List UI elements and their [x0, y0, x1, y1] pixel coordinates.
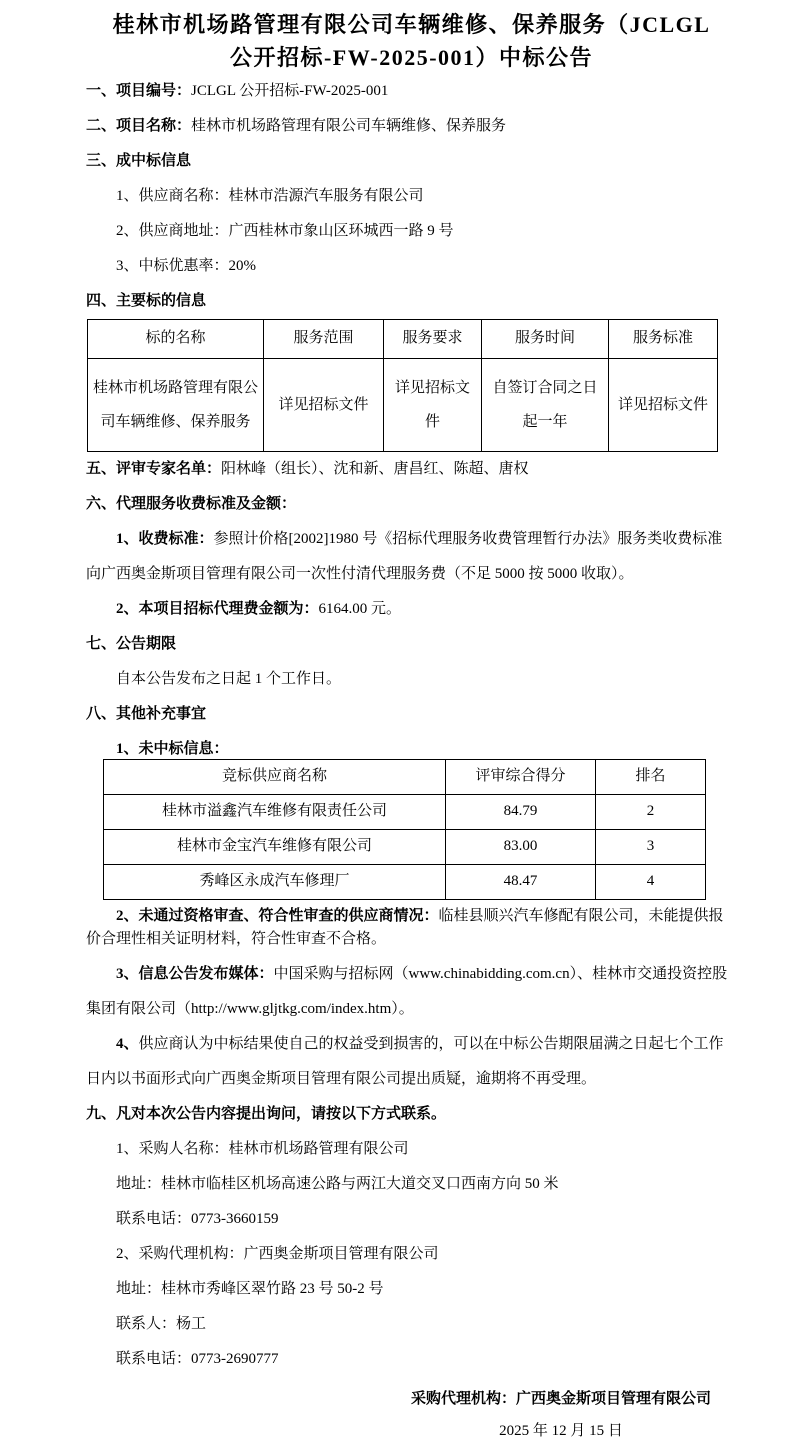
section-award-info-heading: 三、成中标信息 [86, 153, 192, 169]
supplier-address-line [86, 214, 737, 249]
fee-standard-paragraph [86, 522, 737, 592]
signature-agency-line [411, 1383, 711, 1415]
subject-info-table [87, 319, 718, 452]
project-number-label: 一、项目编号： [86, 83, 192, 99]
agent-address-value: 桂林市秀峰区翠竹路 23 号 50-2 号 [161, 1281, 384, 1297]
losing-bidders-table [103, 759, 706, 900]
column-header-score: 评审综合得分 [446, 760, 596, 795]
cell-rank: 4 [596, 865, 706, 900]
cell-score: 48.47 [446, 865, 596, 900]
table-header-row [88, 320, 718, 359]
column-header-service-requirement: 服务要求 [384, 320, 482, 359]
purchaser-phone-line [86, 1202, 737, 1237]
column-header-service-time: 服务时间 [482, 320, 609, 359]
agent-name-value: 广西奥金斯项目管理有限公司 [243, 1246, 439, 1262]
supplier-address-label: 2、供应商地址： [116, 223, 229, 239]
disqualified-paragraph [86, 905, 737, 951]
discount-rate-line [86, 249, 737, 284]
cell-service-time: 自签订合同之日起一年 [482, 359, 609, 452]
column-header-subject-name: 标的名称 [88, 320, 264, 359]
agent-address-line [86, 1272, 737, 1307]
section-project-number [86, 74, 737, 109]
table-row [88, 359, 718, 452]
signature-block [411, 1383, 711, 1447]
table-row [104, 830, 706, 865]
purchaser-address-line [86, 1167, 737, 1202]
objection-paragraph [86, 1027, 737, 1097]
section-agency-fee-heading: 六、代理服务收费标准及金额： [86, 496, 297, 512]
project-number-value: JCLGL 公开招标-FW-2025-001 [191, 83, 389, 99]
table-row [104, 795, 706, 830]
cell-bidder-name: 桂林市金宝汽车维修有限公司 [104, 830, 446, 865]
section-subject-info-heading: 四、主要标的信息 [86, 293, 207, 309]
purchaser-name-line [86, 1132, 737, 1167]
supplier-name-value: 桂林市浩源汽车服务有限公司 [228, 188, 424, 204]
fee-amount-label: 2、本项目招标代理费金额为： [116, 601, 319, 617]
signature-agency-value: 广西奥金斯项目管理有限公司 [515, 1391, 711, 1407]
cell-subject-name: 桂林市机场路管理有限公司车辆维修、保养服务 [88, 359, 264, 452]
supplier-name-label: 1、供应商名称： [116, 188, 229, 204]
cell-rank: 2 [596, 795, 706, 830]
media-label: 3、信息公告发布媒体： [116, 966, 274, 982]
cell-score: 83.00 [446, 830, 596, 865]
project-name-label: 二、项目名称： [86, 118, 192, 134]
table-row [104, 865, 706, 900]
discount-rate-label: 3、中标优惠率： [116, 258, 229, 274]
column-header-rank: 排名 [596, 760, 706, 795]
signature-agency-label: 采购代理机构： [410, 1391, 516, 1407]
disqualified-label: 2、未通过资格审查、符合性审查的供应商情况： [116, 908, 439, 924]
section-other-heading: 八、其他补充事宜 [86, 706, 207, 722]
cell-score: 84.79 [446, 795, 596, 830]
agent-contact-line [86, 1307, 737, 1342]
agent-contact-label: 联系人： [116, 1316, 177, 1332]
agent-phone-line [86, 1342, 737, 1377]
objection-value: 供应商认为中标结果使自己的权益受到损害的，可以在中标公告期限届满之日起七个工作日内以书面形式向广西奥金斯项目管理有限公司提出质疑，逾期将不再受理。 [86, 1036, 724, 1087]
title-line-1: 桂林市机场路管理有限公司车辆维修、保养服务（JCLGL [112, 12, 711, 37]
section-experts [86, 452, 737, 487]
cell-service-scope: 详见招标文件 [264, 359, 384, 452]
section-contact-heading: 九、凡对本次公告内容提出询问，请按以下方式联系。 [86, 1106, 447, 1122]
media-paragraph [86, 957, 737, 1027]
purchaser-name-label: 1、采购人名称： [116, 1141, 229, 1157]
purchaser-phone-value: 0773-3660159 [191, 1211, 279, 1227]
column-header-bidder-name: 竞标供应商名称 [104, 760, 446, 795]
fee-amount-line [86, 592, 737, 627]
project-name-value: 桂林市机场路管理有限公司车辆维修、保养服务 [191, 118, 507, 134]
experts-label: 五、评审专家名单： [86, 461, 222, 477]
fee-amount-value: 6164.00 元。 [318, 601, 402, 617]
fee-standard-label: 1、收费标准： [116, 531, 214, 547]
media-value: 中国采购与招标网（www.chinabidding.com.cn）、桂林市交通投资控股集团有限公司（http://www.gljtkg.com/index.htm）。 [86, 966, 728, 1017]
agent-name-line [86, 1237, 737, 1272]
cell-bidder-name: 桂林市溢鑫汽车维修有限责任公司 [104, 795, 446, 830]
agent-address-label: 地址： [116, 1281, 162, 1297]
column-header-service-standard: 服务标准 [609, 320, 718, 359]
cell-service-requirement: 详见招标文件 [384, 359, 482, 452]
agent-phone-label: 联系电话： [116, 1351, 192, 1367]
agent-name-label: 2、采购代理机构： [116, 1246, 244, 1262]
section-project-name [86, 109, 737, 144]
period-value-line: 自本公告发布之日起 1 个工作日。 [116, 671, 342, 687]
page-title [86, 8, 737, 74]
purchaser-phone-label: 联系电话： [116, 1211, 192, 1227]
purchaser-name-value: 桂林市机场路管理有限公司 [228, 1141, 409, 1157]
experts-value: 阳林峰（组长）、沈和新、唐昌红、陈超、唐权 [221, 461, 529, 477]
fee-standard-value: 参照计价格[2002]1980 号《招标代理服务收费管理暂行办法》服务类收费标准向广西奥金斯项目管理有限公司一次性付清代理服务费（不足 5000 按 5000 收取）。 [86, 531, 723, 582]
supplier-address-value: 广西桂林市象山区环城西一路 9 号 [228, 223, 454, 239]
disqualified-value: 临桂县顺兴汽车修配有限公司，未能提供报价合理性相关证明材料，符合性审查不合格。 [86, 908, 724, 947]
objection-label: 4、 [116, 1036, 139, 1052]
signature-date: 2025 年 12 月 15 日 [499, 1423, 623, 1439]
agent-contact-value: 杨工 [176, 1316, 207, 1332]
purchaser-address-value: 桂林市临桂区机场高速公路与两江大道交叉口西南方向 50 米 [161, 1176, 559, 1192]
agent-phone-value: 0773-2690777 [191, 1351, 279, 1367]
section-period-heading: 七、公告期限 [86, 636, 177, 652]
title-line-2: 公开招标-FW-2025-001）中标公告 [229, 45, 594, 70]
cell-bidder-name: 秀峰区永成汽车修理厂 [104, 865, 446, 900]
column-header-service-scope: 服务范围 [264, 320, 384, 359]
purchaser-address-label: 地址： [116, 1176, 162, 1192]
discount-rate-value: 20% [228, 258, 257, 274]
cell-service-standard: 详见招标文件 [609, 359, 718, 452]
cell-rank: 3 [596, 830, 706, 865]
losing-info-label: 1、未中标信息： [116, 741, 229, 757]
supplier-name-line [86, 179, 737, 214]
